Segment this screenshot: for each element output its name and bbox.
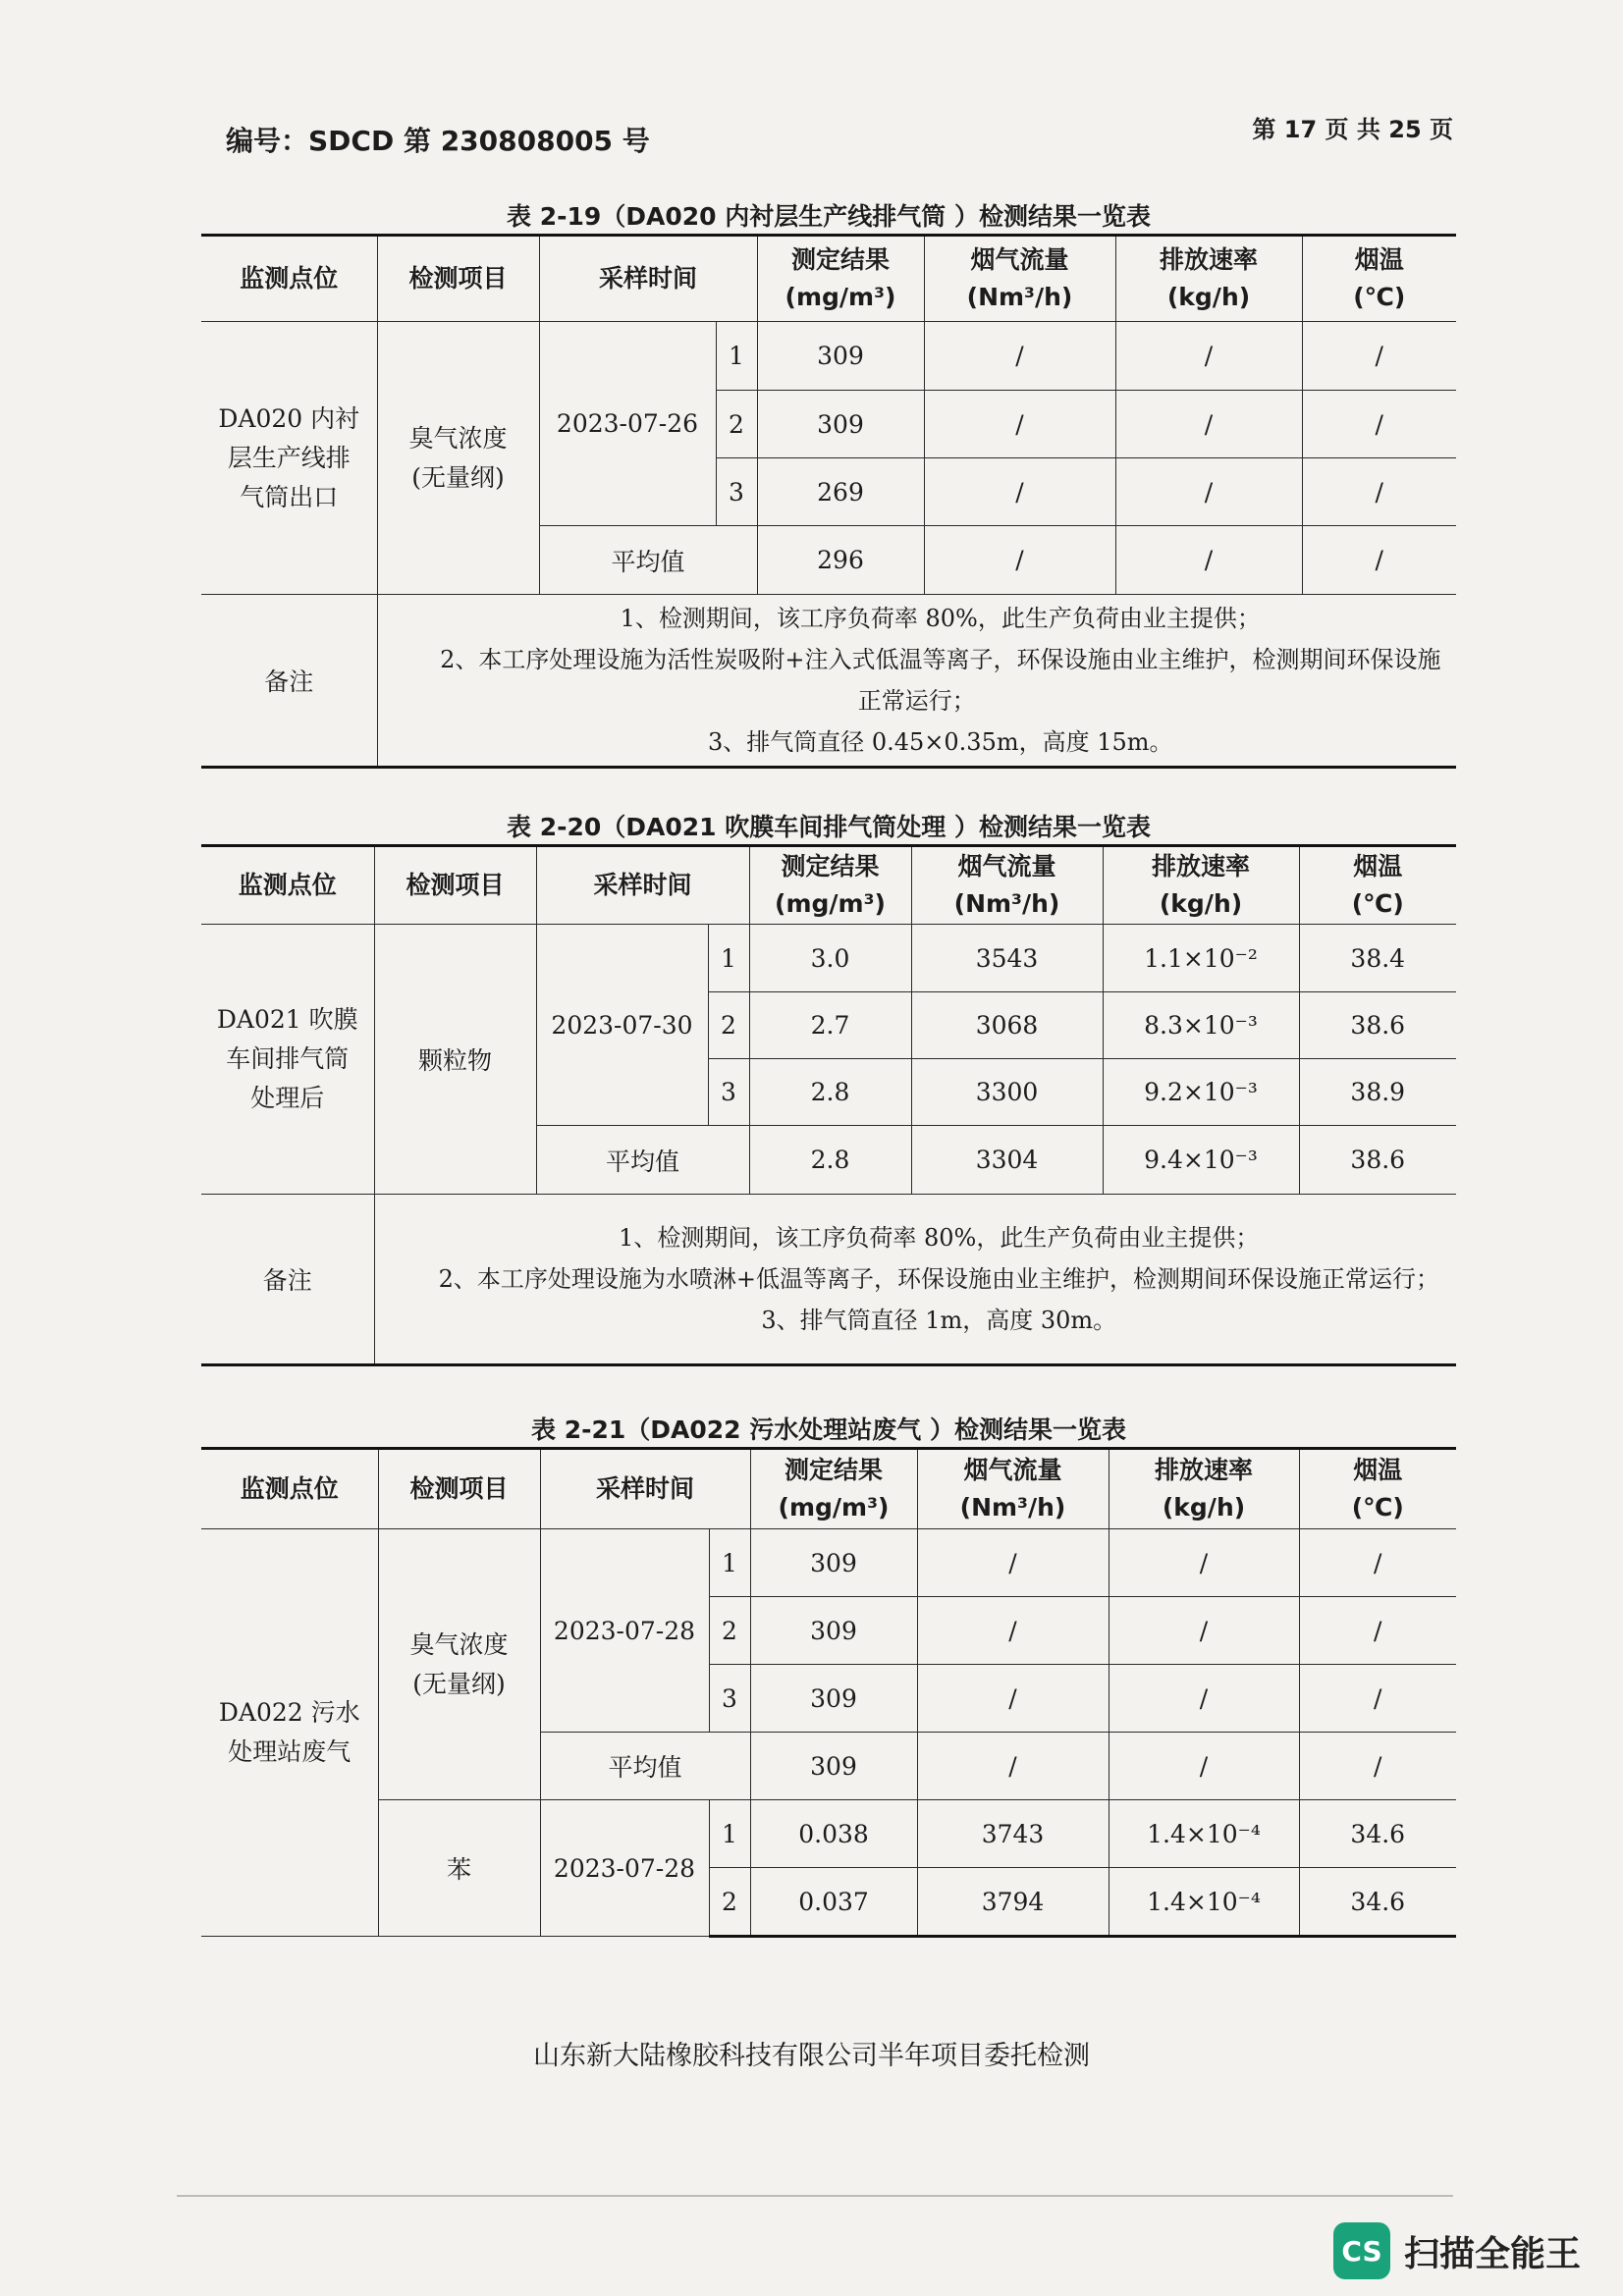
rate-value: 8.3×10⁻³ <box>1103 992 1299 1059</box>
temp-value: 38.9 <box>1299 1059 1456 1126</box>
flow-value: 3794 <box>917 1868 1109 1937</box>
monitoring-point: DA021 吹膜 车间排气筒 处理后 <box>201 925 374 1195</box>
sampling-date: 2023-07-28 <box>540 1529 709 1733</box>
remarks-label: 备注 <box>201 1195 374 1365</box>
sample-index: 1 <box>709 1800 750 1868</box>
monitoring-point: DA020 内衬 层生产线排 气筒出口 <box>201 322 377 595</box>
results-table <box>201 1447 1456 1938</box>
result-value: 0.038 <box>750 1800 917 1868</box>
result-value: 309 <box>750 1665 917 1733</box>
flow-value: / <box>917 1529 1109 1597</box>
temp-value: 38.4 <box>1299 925 1456 992</box>
table-2-19 <box>201 200 1456 769</box>
col-header-flow: 烟气流量 (Nm³/h) <box>924 236 1115 322</box>
flow-value: / <box>917 1733 1109 1800</box>
remarks-row <box>201 1195 1456 1365</box>
col-header-rate: 排放速率 (kg/h) <box>1103 846 1299 925</box>
col-header-result: 测定结果 (mg/m³) <box>757 236 924 322</box>
result-value: 2.7 <box>749 992 911 1059</box>
sample-index: 3 <box>716 458 757 526</box>
rate-value: 9.4×10⁻³ <box>1103 1126 1299 1195</box>
rate-value: / <box>1109 1733 1299 1800</box>
table-caption: 表 2-21（DA022 污水处理站废气 ）检测结果一览表 <box>531 1415 1126 1444</box>
result-value: 309 <box>757 391 924 458</box>
table-2-20 <box>201 811 1456 1366</box>
remarks-text: 1、检测期间，该工序负荷率 80%，此生产负荷由业主提供； 2、本工序处理设施为活性炭吸附+注入式低温等离子，环保设施由业主维护，检测期间环保设施正常运行； 3、排气筒直径 0.45×0.35m，高度 15m。 <box>377 595 1456 768</box>
col-header-point: 监测点位 <box>201 236 377 322</box>
sampling-date: 2023-07-30 <box>536 925 708 1126</box>
rate-value: / <box>1115 458 1302 526</box>
rate-value: 1.4×10⁻⁴ <box>1109 1868 1299 1937</box>
flow-value: / <box>924 458 1115 526</box>
remarks-text: 1、检测期间，该工序负荷率 80%，此生产负荷由业主提供； 2、本工序处理设施为水喷淋+低温等离子，环保设施由业主维护，检测期间环保设施正常运行； 3、排气筒直径 1m，高度 30m。 <box>374 1195 1456 1365</box>
col-header-time: 采样时间 <box>539 236 757 322</box>
flow-value: 3743 <box>917 1800 1109 1868</box>
rate-value: / <box>1115 526 1302 595</box>
temp-value: / <box>1299 1597 1456 1665</box>
flow-value: 3543 <box>911 925 1103 992</box>
remarks-label: 备注 <box>201 595 377 768</box>
col-header-item: 检测项目 <box>377 236 539 322</box>
col-header-item: 检测项目 <box>374 846 536 925</box>
flow-value: / <box>917 1665 1109 1733</box>
temp-value: 34.6 <box>1299 1868 1456 1937</box>
rate-value: / <box>1109 1597 1299 1665</box>
monitoring-point: DA022 污水 处理站废气 <box>201 1529 378 1937</box>
temp-value: 38.6 <box>1299 992 1456 1059</box>
col-header-flow: 烟气流量 (Nm³/h) <box>911 846 1103 925</box>
flow-value: / <box>917 1597 1109 1665</box>
temp-value: / <box>1299 1665 1456 1733</box>
flow-value: / <box>924 322 1115 391</box>
sample-index: 1 <box>708 925 749 992</box>
test-item: 臭气浓度 (无量纲) <box>378 1529 540 1800</box>
sampling-date: 2023-07-28 <box>540 1800 709 1937</box>
col-header-flow: 烟气流量 (Nm³/h) <box>917 1449 1109 1529</box>
flow-value: / <box>924 391 1115 458</box>
results-table <box>201 234 1456 769</box>
page-header <box>226 110 1453 159</box>
col-header-time: 采样时间 <box>540 1449 750 1529</box>
camscanner-logo-icon: CS <box>1333 2222 1390 2279</box>
sample-index: 2 <box>708 992 749 1059</box>
table-row <box>201 322 1456 391</box>
sample-index: 1 <box>709 1529 750 1597</box>
test-item: 臭气浓度 (无量纲) <box>377 322 539 595</box>
col-header-item: 检测项目 <box>378 1449 540 1529</box>
col-header-temp: 烟温 (℃) <box>1299 1449 1456 1529</box>
sample-index: 2 <box>709 1597 750 1665</box>
temp-value: / <box>1302 322 1456 391</box>
test-item: 苯 <box>378 1800 540 1937</box>
flow-value: 3300 <box>911 1059 1103 1126</box>
result-value: 309 <box>750 1597 917 1665</box>
sample-index: 2 <box>709 1868 750 1937</box>
result-value: 309 <box>757 322 924 391</box>
col-header-time: 采样时间 <box>536 846 749 925</box>
scanner-watermark <box>1333 2222 1581 2279</box>
result-value: 269 <box>757 458 924 526</box>
page-footer: 山东新大陆橡胶科技有限公司半年项目委托检测 <box>533 2041 1090 2071</box>
col-header-result: 测定结果 (mg/m³) <box>750 1449 917 1529</box>
table-row <box>201 1529 1456 1597</box>
result-value: 309 <box>750 1529 917 1597</box>
col-header-temp: 烟温 (℃) <box>1299 846 1456 925</box>
result-value: 296 <box>757 526 924 595</box>
result-value: 0.037 <box>750 1868 917 1937</box>
temp-value: 38.6 <box>1299 1126 1456 1195</box>
test-item: 颗粒物 <box>374 925 536 1195</box>
sampling-date: 2023-07-26 <box>539 322 716 526</box>
result-value: 2.8 <box>749 1126 911 1195</box>
temp-value: / <box>1302 391 1456 458</box>
col-header-rate: 排放速率 (kg/h) <box>1109 1449 1299 1529</box>
temp-value: / <box>1299 1733 1456 1800</box>
flow-value: / <box>924 526 1115 595</box>
temp-value: / <box>1302 526 1456 595</box>
temp-value: / <box>1299 1529 1456 1597</box>
document-number: 编号：SDCD 第 230808005 号 <box>226 125 650 157</box>
result-value: 3.0 <box>749 925 911 992</box>
rate-value: / <box>1115 322 1302 391</box>
col-header-rate: 排放速率 (kg/h) <box>1115 236 1302 322</box>
remarks-row <box>201 595 1456 768</box>
table-caption: 表 2-19（DA020 内衬层生产线排气筒 ）检测结果一览表 <box>507 202 1151 231</box>
divider <box>177 2195 1453 2197</box>
scanner-app-name: 扫描全能王 <box>1404 2233 1582 2274</box>
average-label: 平均值 <box>540 1733 750 1800</box>
result-value: 2.8 <box>749 1059 911 1126</box>
rate-value: / <box>1115 391 1302 458</box>
sample-index: 1 <box>716 322 757 391</box>
col-header-temp: 烟温 (℃) <box>1302 236 1456 322</box>
table-row <box>201 925 1456 992</box>
rate-value: 1.4×10⁻⁴ <box>1109 1800 1299 1868</box>
flow-value: 3304 <box>911 1126 1103 1195</box>
page-number: 第 17 页 共 25 页 <box>1252 116 1453 143</box>
table-row <box>201 1800 1456 1868</box>
col-header-point: 监测点位 <box>201 846 374 925</box>
table-2-21 <box>201 1414 1456 1938</box>
temp-value: 34.6 <box>1299 1800 1456 1868</box>
table-caption: 表 2-20（DA021 吹膜车间排气筒处理 ）检测结果一览表 <box>507 813 1151 841</box>
rate-value: / <box>1109 1529 1299 1597</box>
temp-value: / <box>1302 458 1456 526</box>
result-value: 309 <box>750 1733 917 1800</box>
rate-value: 9.2×10⁻³ <box>1103 1059 1299 1126</box>
results-table <box>201 844 1456 1366</box>
sample-index: 3 <box>708 1059 749 1126</box>
sample-index: 3 <box>709 1665 750 1733</box>
rate-value: 1.1×10⁻² <box>1103 925 1299 992</box>
average-label: 平均值 <box>536 1126 749 1195</box>
rate-value: / <box>1109 1665 1299 1733</box>
col-header-result: 测定结果 (mg/m³) <box>749 846 911 925</box>
col-header-point: 监测点位 <box>201 1449 378 1529</box>
flow-value: 3068 <box>911 992 1103 1059</box>
sample-index: 2 <box>716 391 757 458</box>
average-label: 平均值 <box>539 526 757 595</box>
